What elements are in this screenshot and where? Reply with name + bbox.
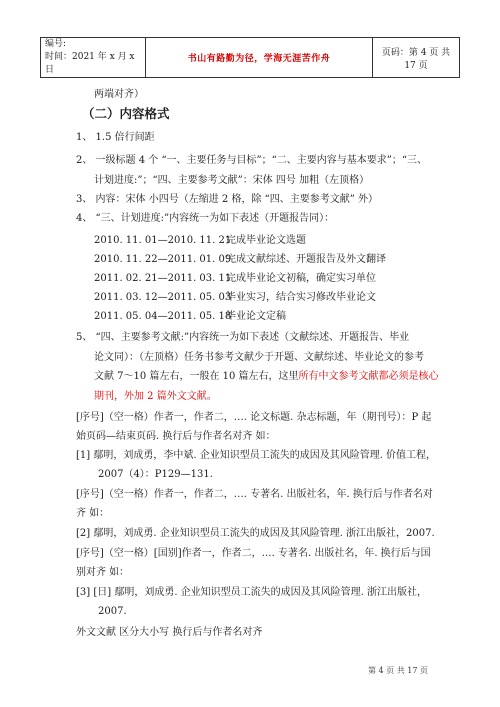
foreign-book-format-line-2: 别对齐 如： [76, 567, 130, 578]
references-count-text: 文献 7～10 篇左右，一般在 10 篇左右，这里 [94, 371, 299, 382]
header-motto: 书山有路勤为径，学海无涯苦作舟 [146, 38, 373, 78]
schedule-task: 毕业论文定稿 [226, 311, 286, 322]
schedule-date: 2011. 05. 04—2011. 05. 18 [94, 311, 232, 322]
rule-line-spacing: 1、 1.5 倍行间距 [76, 132, 155, 143]
header-number-label: 编号: [45, 39, 67, 49]
rule-headings-line-2: 计划进度:”；“四、主要参考文献”：宋体 四号 加粗（左顶格） [94, 175, 370, 186]
section-title: （二）内容格式 [82, 106, 170, 121]
schedule-date: 2010. 11. 22—2011. 01. 09 [94, 254, 232, 265]
schedule-task: 完成毕业论文选题 [226, 235, 306, 246]
schedule-task: 完成毕业论文初稿，确定实习单位 [226, 273, 376, 284]
schedule-task: 毕业实习，结合实习修改毕业论文 [226, 292, 376, 303]
book-format-line-2: 齐 如： [76, 508, 110, 519]
reference-example-3-cont: 2007. [98, 606, 127, 617]
book-format-line-1: [序号]（空一格）作者一，作者二，…. 专著名. 出版社名，年. 换行后与作者名对 [76, 489, 433, 500]
rule-references-line-1: 5、 “四、主要参考文献:”内容统一为如下表述（文献综述、开题报告、毕业 [76, 332, 410, 343]
reference-example-1: [1] 鄢明，刘成勇，李中斌. 企业知识型员工流失的成因及其风险管理. 价值工程， [76, 450, 437, 461]
page-header-table [40, 37, 460, 78]
foreign-reference-note: 期刊，外加 2 篇外文文献。 [94, 391, 217, 402]
rule-references-line-3 [94, 370, 439, 384]
schedule-date: 2010. 11. 01—2010. 11. 21 [94, 235, 232, 246]
core-journal-note: 所有中文参考文献都必须是核心 [298, 371, 439, 382]
reference-example-1-cont: 2007（4）：P129—131. [98, 469, 213, 480]
reference-example-3: [3] [日] 鄢明，刘成勇. 企业知识型员工流失的成因及其风险管理. 浙江出版社， [76, 587, 428, 598]
rule-content-font: 3、 内容：宋体 小四号（左缩进 2 格，除 “四、主要参考文献” 外） [76, 194, 379, 205]
reference-example-2: [2] 鄢明，刘成勇. 企业知识型员工流失的成因及其风险管理. 浙江出版社，2007. [76, 528, 435, 539]
journal-format-line-1: [序号]（空一格）作者一，作者二，…. 论文标题. 杂志标题，年（期刊号）：P 起 [76, 412, 432, 423]
foreign-literature-note: 外文文献 区分大小写 换行后与作者名对齐 [76, 627, 263, 638]
schedule-task: 完成文献综述、开题报告及外文翻译 [226, 254, 386, 265]
header-time-label: 时间：2021 年 x 月 x 日 [45, 52, 135, 75]
journal-format-line-2: 始页码—结束页码. 换行后与作者名对齐 如： [76, 431, 276, 442]
header-page-label: 页码：第 4 页 共 17 页 [373, 38, 460, 78]
rule-headings-line-1: 2、 一级标题 4 个 “一、主要任务与目标”；“二、主要内容与基本要求”；“三、 [76, 155, 428, 166]
rule-schedule-intro: 4、 “三、计划进度:”内容统一为如下表述（开题报告同）： [76, 213, 335, 224]
schedule-date: 2011. 03. 12—2011. 05. 03 [94, 292, 232, 303]
body-line-align: 两端对齐） [94, 89, 144, 100]
rule-references-line-2: 论文同）：（左顶格）任务书参考文献少于开题、文献综述、毕业论文的参考 [94, 352, 424, 363]
header-meta-cell [41, 38, 146, 78]
page-footer-number: 第 4 页 共 17 页 [368, 666, 428, 675]
foreign-book-format-line-1: [序号]（空一格）[国别]作者一，作者二，…. 专著名. 出版社名，年. 换行后与国 [76, 548, 431, 559]
schedule-date: 2011. 02. 21—2011. 03. 11 [94, 273, 232, 284]
